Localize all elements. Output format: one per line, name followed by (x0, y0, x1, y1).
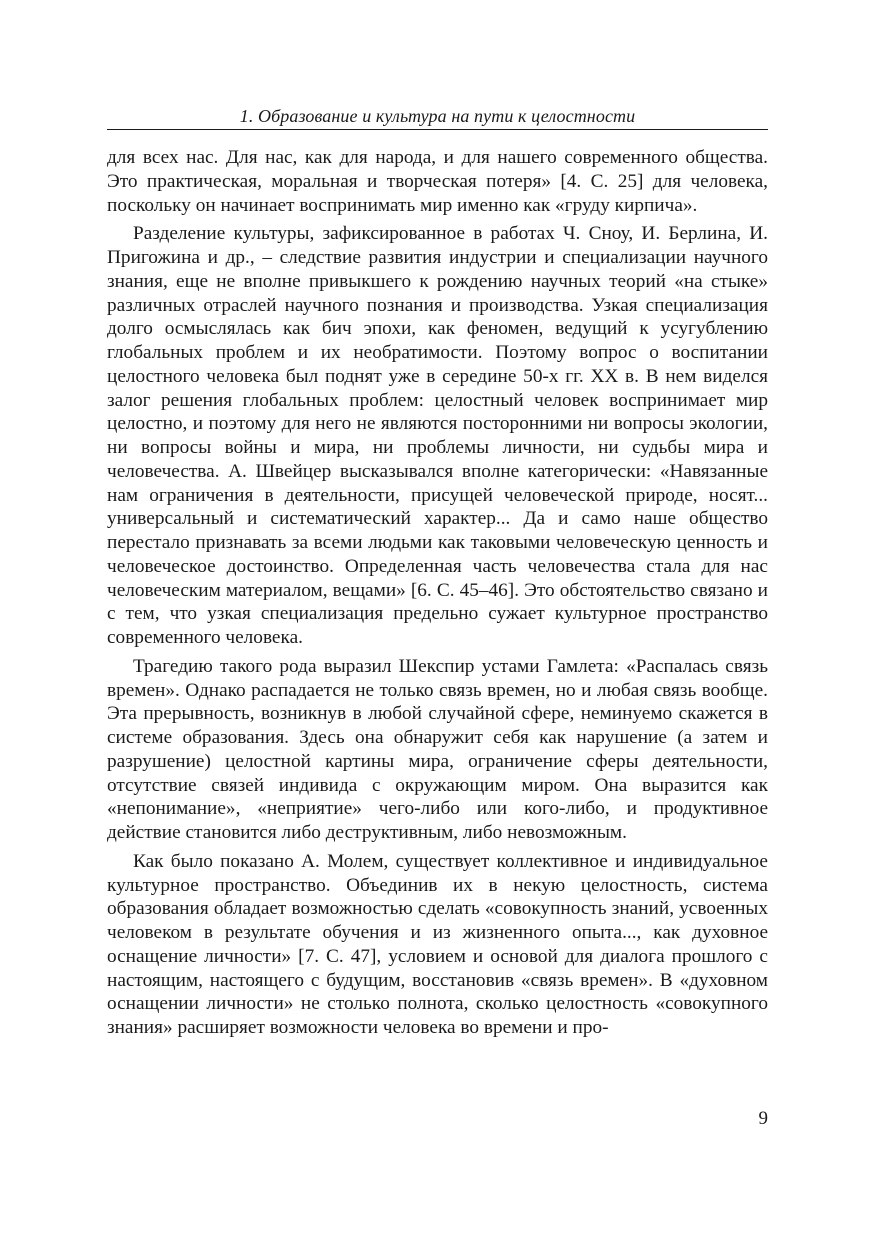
page-number: 9 (758, 1108, 768, 1129)
body-text (107, 146, 768, 1040)
paragraph: Трагедию такого рода выразил Шекспир устами Гамлета: «Распалась связь времен». Однако распадается не только связь времен, но и любая связь вообще. Эта прерывность, возникнув в любой случайной сфере, неминуемо скажется в системе образования. Здесь она обнаружит себя как нарушение (а затем и разрушение) целостной картины мира, ограничение сферы деятельности, отсутствие связей индивида с окружающим миром. Она выразится как «непонимание», «неприятие» чего-либо или кого-либо, и продуктивное действие становится либо деструктивным, либо невозможным. (107, 655, 768, 843)
paragraph: Разделение культуры, зафиксированное в работах Ч. Сноу, И. Берлина, И. Пригожина и др., – следствие развития индустрии и специализации научного знания, еще не вполне привыкшего к рождению научных теорий «на стыке» различных отраслей научного познания и производства. Узкая специализация долго осмыслялась как бич эпохи, как феномен, ведущий к усугублению глобальных проблем и их необратимости. Поэтому вопрос о воспитании целостного человека был поднят уже в середине 50-х гг. XX в. В нем виделся залог решения глобальных проблем: целостный человек воспринимает мир целостно, и поэтому для него не являются посторонними ни вопросы экологии, ни вопросы войны и мира, ни проблемы личности, ни судьбы мира и человечества. А. Швейцер высказывался вполне категорически: «Навязанные нам ограничения в деятельности, присущей человеческой природе, носят... универсальный и систематический характер... Да и само наше общество перестало признавать за всеми людьми как таковыми человеческую ценность и человеческое достоинство. Определенная часть человечества стала для нас человеческим материалом, вещами» [6. С. 45–46]. Это обстоятельство связано и с тем, что узкая специализация предельно сужает культурное пространство современного человека. (107, 223, 768, 648)
running-head: 1. Образование и культура на пути к целостности (239, 106, 636, 126)
paragraph: Как было показано А. Молем, существует коллективное и индивидуальное культурное пространство. Объединив их в некую целостность, система образования обладает возможностью сделать «совокупность знаний, усвоенных человеком в результате обучения и из жизненного опыта..., как духовное оснащение личности» [7. С. 47], условием и основой для диалога прошлого с настоящим, настоящего с будущим, восстановив «связь времен». В «духовном оснащении личности» не столько полнота, сколько целостность «совокупного знания» расширяет возможности человека во времени и про- (107, 850, 768, 1038)
header-rule (107, 129, 768, 130)
paragraph-continuation: для всех нас. Для нас, как для народа, и для нашего современного общества. Это практическая, моральная и творческая потеря» [4. С. 25] для человека, поскольку он начинает воспринимать мир именно как «груду кирпича». (107, 147, 768, 216)
